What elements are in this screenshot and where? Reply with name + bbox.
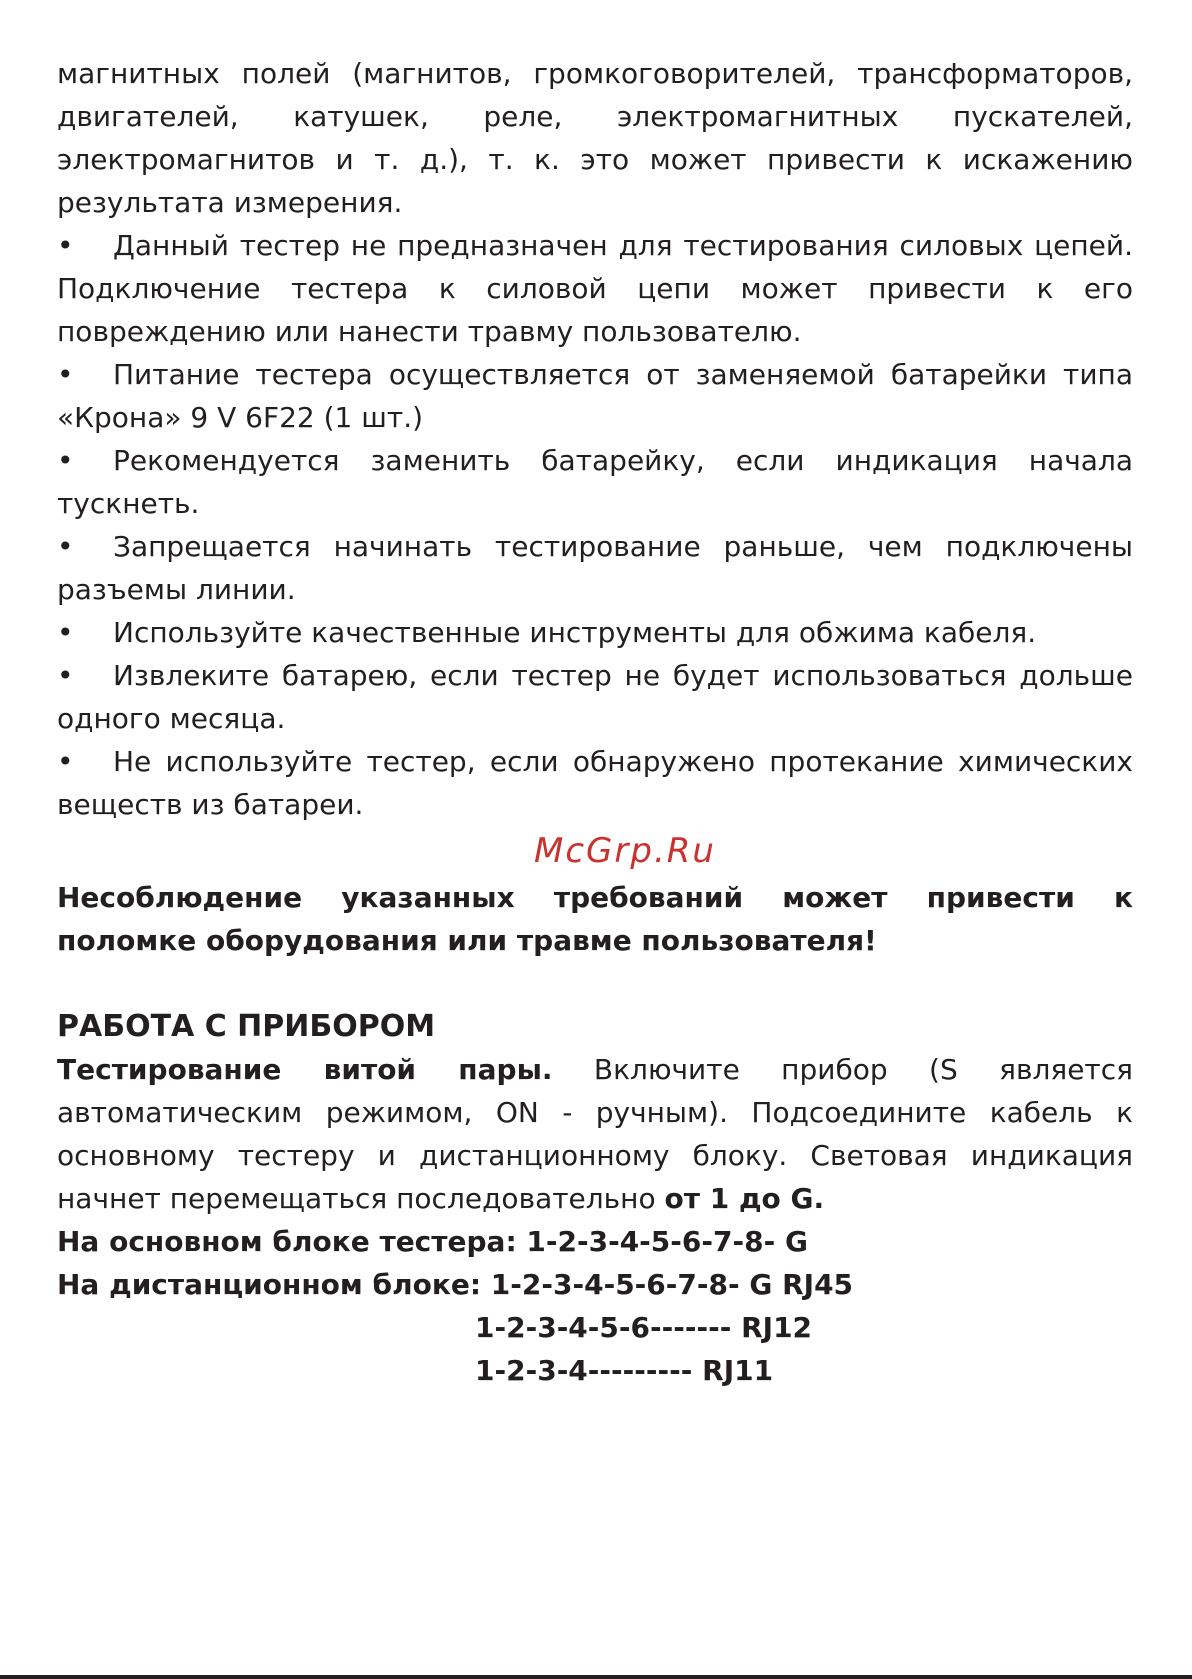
bullet-icon: • [57,659,74,692]
section-heading: РАБОТА С ПРИБОРОМ [57,1009,436,1044]
list-item: • Используйте качественные инструменты для обжима кабеля. [57,611,1133,654]
remote-unit-label: На дистанционном блоке: [57,1268,491,1301]
page-bottom-rule [0,1675,1192,1679]
remote-unit-rj45: На дистанционном блоке: 1-2-3-4-5-6-7-8- G RJ45 [57,1268,854,1301]
bullet-list [57,224,1133,826]
bullet-icon: • [57,444,74,477]
bullet-icon: • [57,745,74,778]
lead-end-bold: от 1 до G. [664,1182,825,1215]
remote-unit-rj12: 1-2-3-4-5-6------- RJ12 [475,1311,813,1344]
spacer [57,962,1133,1005]
list-item: • Извлеките батарею, если тестер не будет использоваться дольше одного месяца. [57,654,1133,740]
remote-unit-rj11: 1-2-3-4--------- RJ11 [475,1354,774,1387]
watermark-link[interactable]: McGrp.Ru [534,831,716,871]
list-item: • Данный тестер не предназначен для тестирования силовых цепей. Подключение тестера к силовой цепи может привести к его повреждению или нанести травму пользователю. [57,224,1133,353]
intro-paragraph: магнитных полей (магнитов, громкоговорителей, трансформаторов, двигателей, катушек, реле, электромагнитных пускателей, электромагнитов и т. д.), т. к. это может привести к искажению результата измерения. [57,57,1133,219]
document-page [57,52,1133,1392]
warning-text: Несоблюдение указанных требований может привести к поломке оборудования или травме пользователя! [57,881,1133,957]
bullet-icon: • [57,616,74,649]
lead-text: Включите прибор (S является автоматическим режимом, ON - ручным). Подсоедините кабель к основному тестеру и дистанционному блоку. Световая индикация начнет перемещаться последовательно [57,1053,1133,1215]
bullet-icon: • [57,530,74,563]
list-item: • Не используйте тестер, если обнаружено протекание химических веществ из батареи. [57,740,1133,826]
main-unit-sequence: На основном блоке тестера: 1-2-3-4-5-6-7-8- G [57,1225,808,1258]
lead-bold: Тестирование витой пары. [57,1053,553,1086]
section-paragraph [57,1048,1133,1220]
bullet-icon: • [57,358,74,391]
bullet-icon: • [57,229,74,262]
list-item: • Запрещается начинать тестирование раньше, чем подключены разъемы линии. [57,525,1133,611]
list-item: • Рекомендуется заменить батарейку, если индикация начала тускнеть. [57,439,1133,525]
list-item: • Питание тестера осуществляется от заменяемой батарейки типа «Крона» 9 V 6F22 (1 шт.) [57,353,1133,439]
